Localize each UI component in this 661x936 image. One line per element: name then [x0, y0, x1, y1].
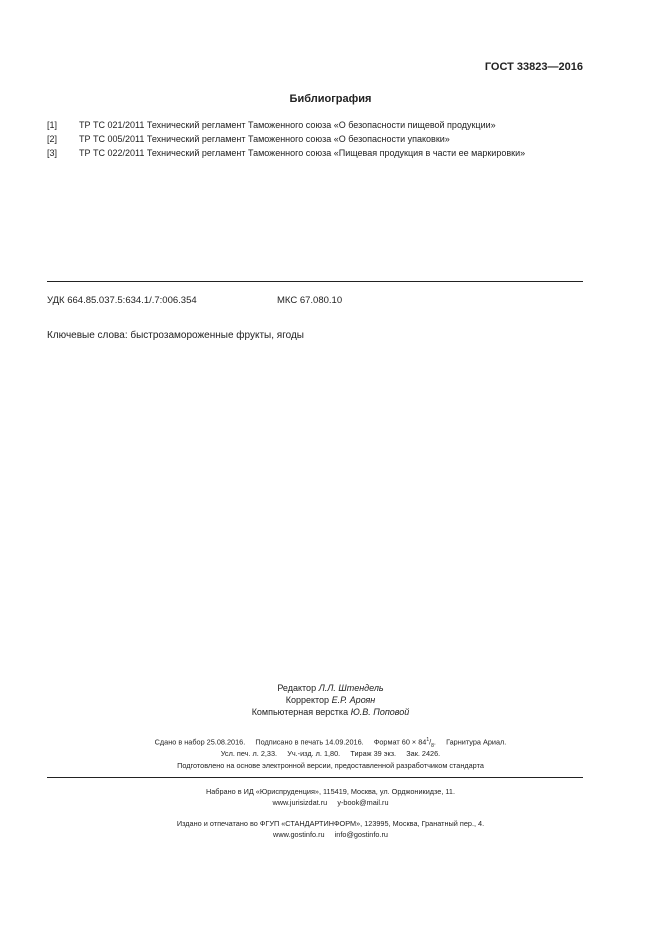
divider — [47, 777, 583, 778]
typeset-contacts: www.jurisizdat.ru y-book@mail.ru — [272, 798, 389, 807]
imprint-line1: Сдано в набор 25.08.2016. Подписано в печать 14.09.2016. Формат $60 \times 84^1/_8$. Гарнитура Ариал. — [154, 737, 507, 749]
item-number: [2] — [47, 134, 58, 144]
keywords: Ключевые слова: быстрозамороженные фрукты, ягоды — [47, 330, 304, 341]
item-text: ТР ТС 022/2011 Технический регламент Таможенного союза «Пищевая продукция в части ее маркировки» — [79, 148, 526, 158]
credit-editor: Редактор Л.Л. Штендель — [277, 683, 384, 693]
bibliography-title: Библиография — [289, 93, 372, 105]
bibliography-item — [47, 148, 525, 158]
imprint-line3: Подготовлено на основе электронной версии, предоставленной разработчиком стандарта — [177, 761, 484, 770]
imprint-line2: Усл. печ. л. 2,33. Уч.-изд. л. 1,80. Тираж 39 экз. Зак. 2426. — [220, 749, 441, 758]
item-number: [1] — [47, 120, 58, 130]
bibliography-item — [47, 134, 450, 144]
credit-layout: Компьютерная верстка Ю.В. Поповой — [251, 707, 410, 717]
document-number: ГОСТ 33823—2016 — [484, 61, 583, 73]
credit-corrector: Корректор Е.Р. Ароян — [285, 695, 376, 705]
item-text: ТР ТС 021/2011 Технический регламент Таможенного союза «О безопасности пищевой продукции» — [79, 120, 496, 130]
divider — [47, 281, 583, 282]
printed-info: Издано и отпечатано во ФГУП «СТАНДАРТИНФОРМ», 123995, Москва, Гранатный пер., 4. — [176, 819, 485, 828]
typeset-info: Набрано в ИД «Юриспруденция», 115419, Москва, ул. Орджоникидзе, 11. — [205, 787, 456, 796]
item-text: ТР ТС 005/2011 Технический регламент Таможенного союза «О безопасности упаковки» — [79, 134, 450, 144]
item-number: [3] — [47, 148, 58, 158]
udk-code: УДК 664.85.037.5:634.1/.7:006.354 — [47, 295, 197, 306]
printed-contacts: www.gostinfo.ru info@gostinfo.ru — [273, 830, 388, 839]
mks-code: МКС 67.080.10 — [277, 295, 343, 306]
bibliography-item — [47, 120, 496, 130]
